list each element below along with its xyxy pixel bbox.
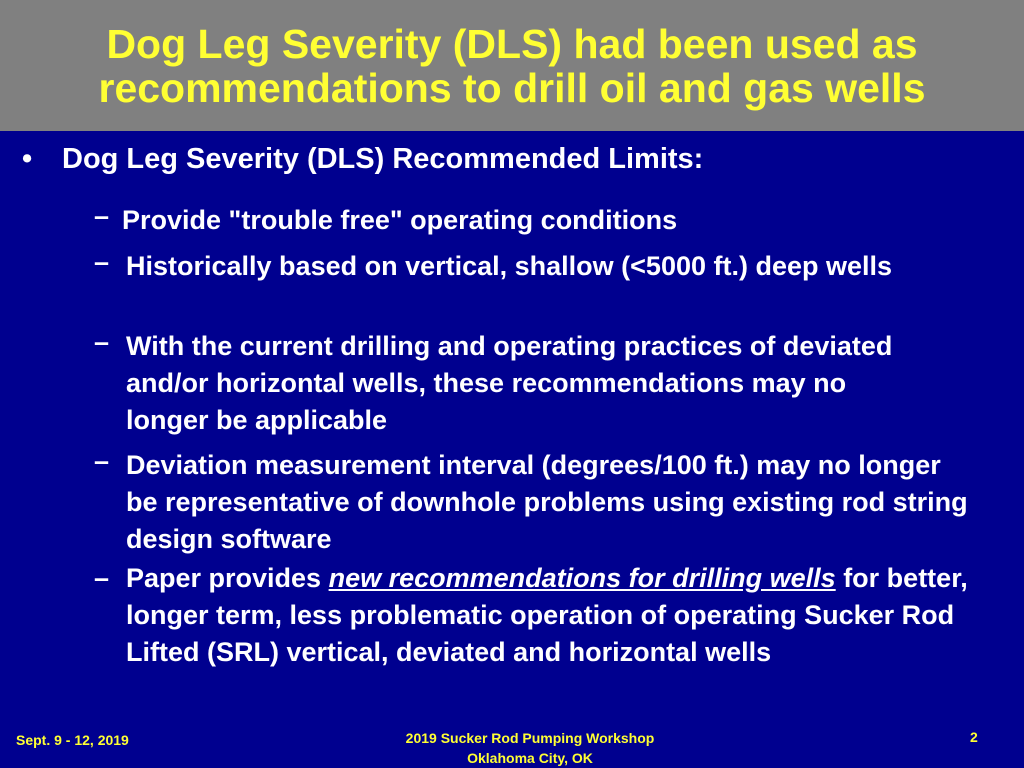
dash-marker: – (94, 201, 110, 231)
dash-marker: – (94, 247, 110, 277)
emphasis-new-recommendations: new recommendations for drilling wells (328, 563, 836, 593)
footer-event-line-2: Oklahoma City, OK (467, 750, 593, 766)
sub-bullet-text: Deviation measurement interval (degrees/100 ft.) may no longer be representative of downhole problems using existing rod string design software (126, 450, 968, 554)
paper-provides-suffix: for better, longer term, less problematic operation of operating Sucker Rod Lifted (SRL) vertical, deviated and horizontal wells (126, 563, 968, 667)
slide-title (0, 22, 1024, 110)
sub-bullet-text: Provide "trouble free" operating conditions (122, 205, 678, 235)
footer-event-line-1: 2019 Sucker Rod Pumping Workshop (405, 730, 655, 746)
sub-bullet-text (126, 560, 976, 671)
paper-provides-prefix: Paper provides (126, 563, 329, 593)
sub-bullet-text: Historically based on vertical, shallow (<5000 ft.) deep wells (126, 251, 893, 281)
sub-bullet-text: With the current drilling and operating practices of deviated and/or horizontal wells, these recommendations may no longer be applicable (126, 331, 893, 435)
footer-date: Sept. 9 - 12, 2019 (16, 732, 129, 748)
dash-marker: – (94, 446, 110, 476)
page-number: 2 (970, 729, 978, 745)
footer-event (330, 728, 730, 768)
bullet-dot: • (22, 143, 33, 175)
dash-marker: – (94, 563, 110, 593)
main-bullet-text: Dog Leg Severity (DLS) Recommended Limits: (62, 143, 704, 175)
dash-marker: – (94, 327, 110, 357)
title-line-2: recommendations to drill oil and gas wells (98, 65, 926, 111)
title-line-1: Dog Leg Severity (DLS) had been used as (106, 21, 918, 67)
